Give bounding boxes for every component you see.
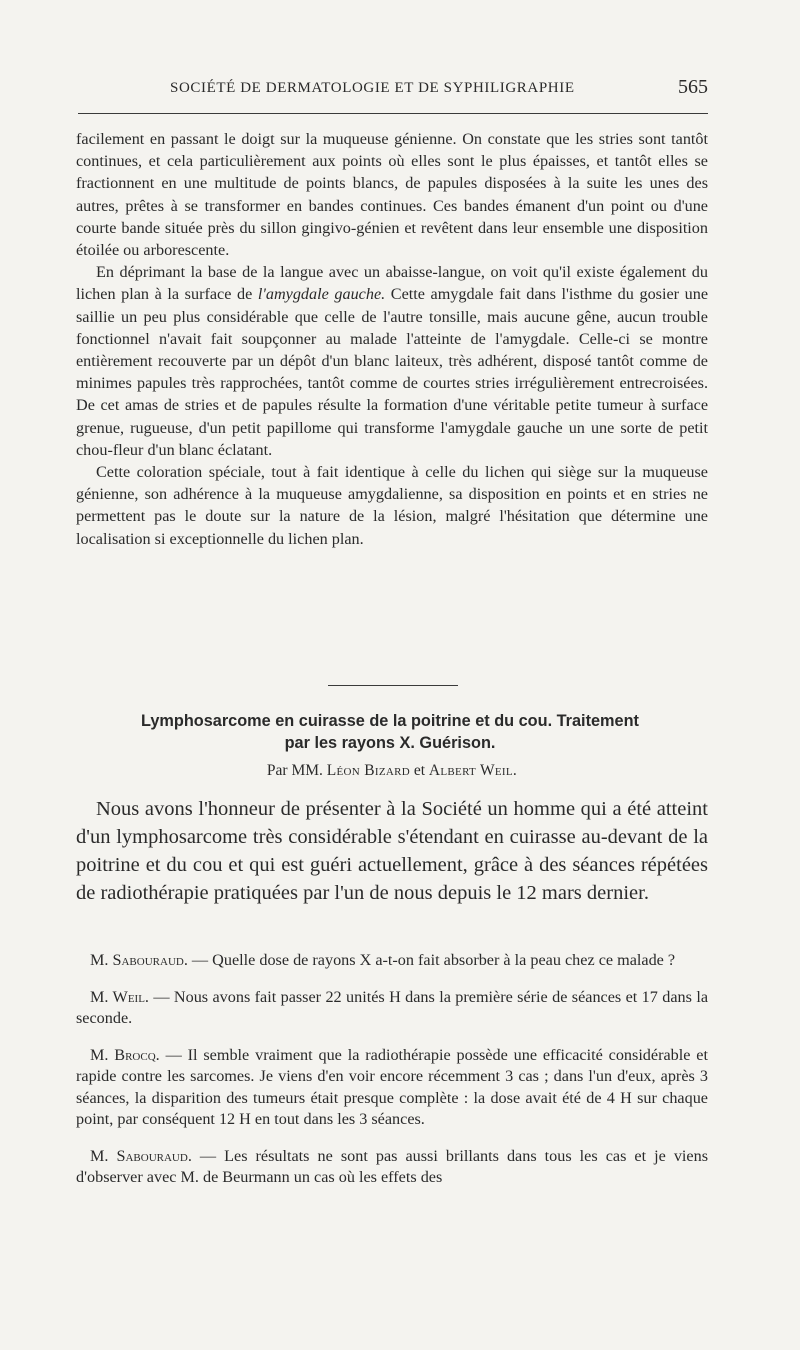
- speaker-name: M. Weil.: [90, 987, 149, 1006]
- author-name: Albert Weil.: [428, 762, 518, 779]
- section-divider: [328, 685, 458, 686]
- header-rule: [78, 113, 708, 114]
- article-title-line-1: Lymphosarcome en cuirasse de la poitrine et du cou. Traitement: [141, 712, 639, 730]
- author-name: Léon Bizard: [326, 762, 410, 779]
- paragraph-3: Cette coloration spéciale, tout à fait identique à celle du lichen qui siège sur la muqueuse génienne, son adhérence à la muqueuse amygdalienne, sa disposition en points et en stries ne permettent pas le doute sur la nature de la lésion, malgré l'hésitation que détermine une localisation si exceptionnelle du lichen plan.: [76, 463, 708, 548]
- speaker-name: M. Sabouraud.: [90, 1146, 192, 1165]
- discussion: [76, 950, 708, 1204]
- paragraph-1: facilement en passant le doigt sur la muqueuse génienne. On constate que les stries sont tantôt continues, et cela particulièrement aux points où elles sont le plus épaisses, et tantôt elles se fractionnent en une multitude de points blancs, de papules disposées à la suite les unes des autres, prêtes à se transformer en bandes continues. Ces bandes émanent d'un point ou d'une courte bande située près du sillon gingivo-génien et revêtent dans leur ensemble une disposition étoilée ou arborescente.: [76, 130, 708, 260]
- journal-title: SOCIÉTÉ DE DERMATOLOGIE ET DE SYPHILIGRAPHIE: [170, 80, 575, 96]
- speaker-name: M. Sabouraud.: [90, 951, 188, 969]
- discussion-entry: M. Brocq. — Il semble vraiment que la radiothérapie possède une efficacité considérable et rapide contre les sarcomes. Je viens d'en voir encore récemment 3 cas ; dans l'un d'eux, après 3 séances, la disparition des tumeurs était presque complète : la dose avait été de 4 H sur chaque point, par conséquent 12 H en tout dans les 3 séances.: [76, 1045, 708, 1128]
- article-authors: Par MM. Léon Bizard et Albert Weil.: [266, 762, 518, 779]
- article-title: [60, 710, 720, 754]
- discussion-entry: M. Weil. — Nous avons fait passer 22 unités H dans la première série de séances et 17 dans la seconde.: [76, 987, 709, 1027]
- article-lead: [76, 795, 708, 907]
- italic-term: l'amygdale gauche.: [257, 285, 386, 304]
- running-header: [78, 76, 708, 102]
- lead-paragraph: Nous avons l'honneur de présenter à la Société un homme qui a été atteint d'un lymphosarcome très considérable s'étendant en cuirasse au-devant de la poitrine et du cou et qui est guéri actuellement, grâce à des séances répétées de radiothérapie pratiquées par l'un de nous depuis le 12 mars dernier.: [76, 798, 708, 904]
- continued-article-text: [76, 128, 708, 550]
- page-number: 565: [678, 76, 708, 98]
- article-title-line-2: par les rayons X. Guérison.: [284, 734, 496, 752]
- paragraph-2: En déprimant la base de la langue avec un abaisse-langue, on voit qu'il existe également du lichen plan à la surface de l'amygdale gauche. Cette amygdale fait dans l'isthme du gosier une saillie un peu plus considérable que celle de l'autre tonsille, mais aucune gêne, aucun trouble fonctionnel n'avait fait soupçonner au malade l'atteinte de l'amygdale. Celle-ci se montre entièrement recouverte par un dépôt d'un blanc laiteux, très adhérent, disposé tantôt comme de minimes papules très rapprochées, tantôt comme de courtes stries irrégulièrement entrecroisées. De cet amas de stries et de papules résulte la formation d'une véritable petite tumeur à surface grenue, rugueuse, d'un petit papillome qui transforme l'amygdale gauche un une sorte de petit chou-fleur d'un blanc éclatant.: [76, 263, 709, 459]
- speaker-name: M. Brocq.: [90, 1045, 160, 1064]
- discussion-entry: M. Sabouraud. — Quelle dose de rayons X a-t-on fait absorber à la peau chez ce malade ?: [90, 951, 676, 969]
- discussion-entry: M. Sabouraud. — Les résultats ne sont pas aussi brillants dans tous les cas et je viens d'observer avec M. de Beurmann un cas où les effets des: [76, 1146, 709, 1186]
